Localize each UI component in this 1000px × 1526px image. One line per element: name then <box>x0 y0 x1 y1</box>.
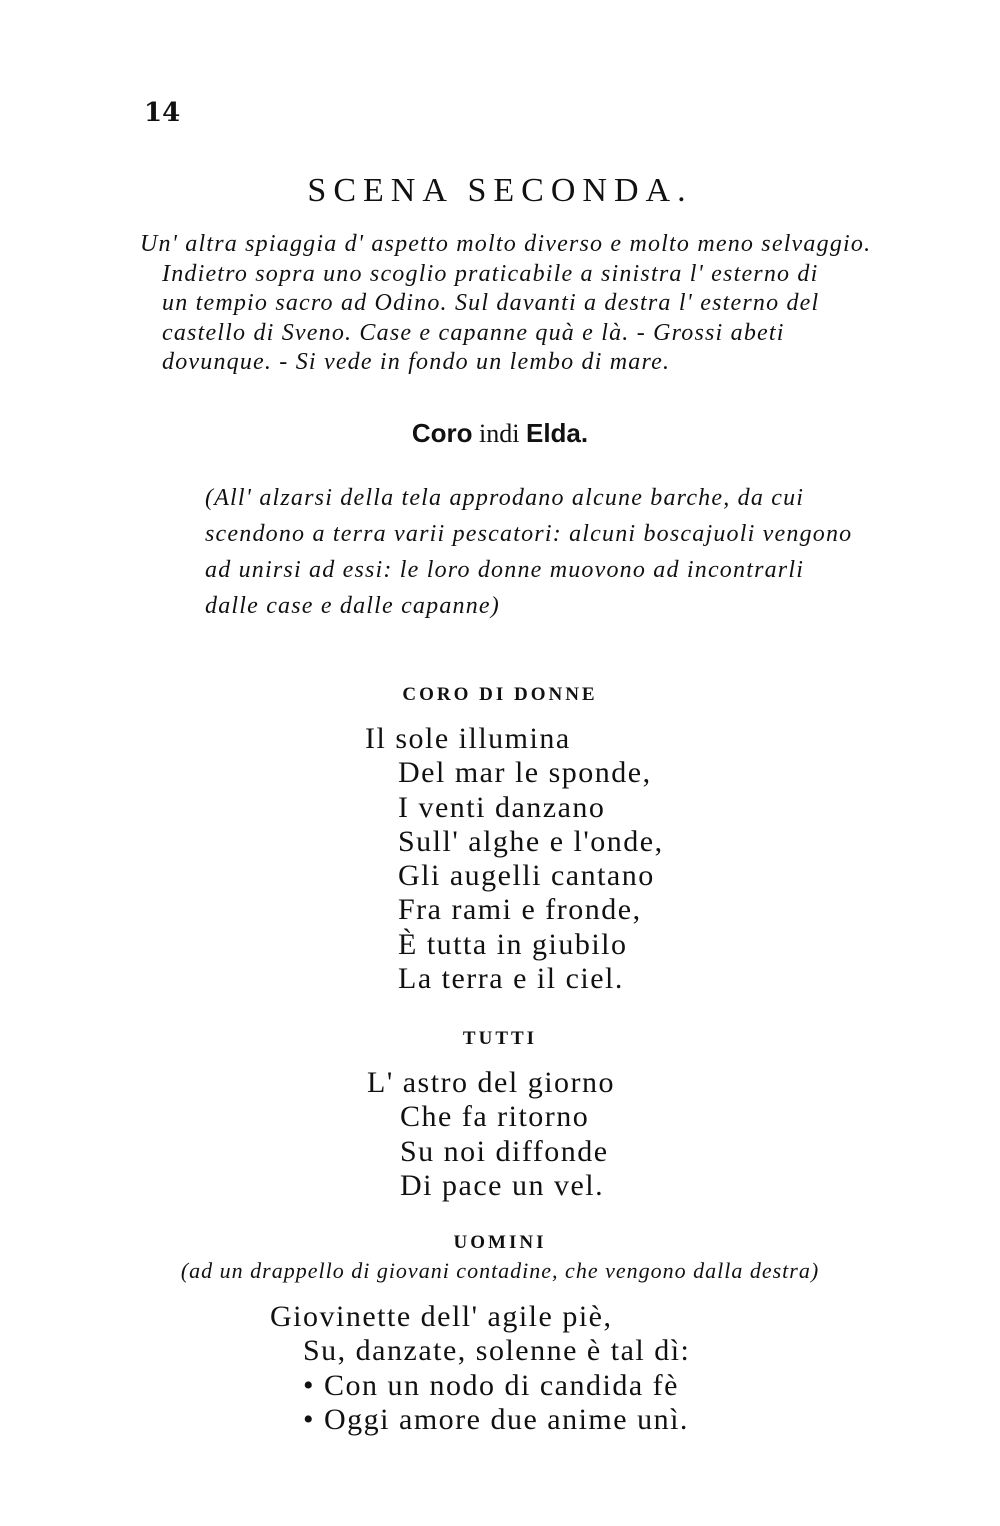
scene-title: SCENA SECONDA. <box>307 172 693 209</box>
page-number: 14 <box>144 98 181 128</box>
verse-line: Gli augelli cantano <box>398 859 655 893</box>
speaker-heading: UOMINI <box>453 1232 547 1253</box>
verse-stanza <box>270 1300 690 1437</box>
setting-line: Indietro sopra uno scoglio praticabile a sinistra l' esterno di <box>162 260 819 287</box>
setting-description <box>140 230 871 378</box>
speaker-heading: CORO DI DONNE <box>402 684 598 705</box>
verse-line: • Con un nodo di candida fè <box>303 1368 679 1402</box>
verse-line: Il sole illumina <box>365 722 571 755</box>
speaker-direction: (ad un drappello di giovani contadine, che vengono dalla destra) <box>180 1258 820 1283</box>
verse-line: I venti danzano <box>398 790 606 824</box>
verse-line: Di pace un vel. <box>400 1168 605 1202</box>
verse-line: • Oggi amore due anime unì. <box>303 1402 689 1436</box>
verse-line: Su, danzate, solenne è tal dì: <box>303 1334 691 1368</box>
stage-direction-line: dalle case e dalle capanne) <box>205 593 500 619</box>
verse-stanza <box>367 1066 615 1203</box>
stage-direction-line: scendono a terra varii pescatori: alcuni boscajuoli vengono <box>205 521 853 547</box>
stage-direction <box>205 480 852 624</box>
lead-label: Elda. <box>525 418 589 448</box>
verse-line: La terra e il ciel. <box>398 962 624 996</box>
connector-label: indi <box>479 419 520 448</box>
verse-line: Sull' alghe e l'onde, <box>398 824 664 858</box>
verse-line: Su noi diffonde <box>400 1134 609 1168</box>
verse-stanza <box>365 722 664 996</box>
verse-line: Fra rami e fronde, <box>398 893 642 927</box>
setting-line: dovunque. - Si vede in fondo un lembo di mare. <box>162 349 671 375</box>
speaker-heading: TUTTI <box>462 1028 538 1049</box>
verse-line: Che fa ritorno <box>400 1100 590 1134</box>
verse-line: Del mar le sponde, <box>398 756 652 790</box>
setting-line: un tempio sacro ad Odino. Sul davanti a destra l' esterno del <box>162 290 820 316</box>
verse-line: L' astro del giorno <box>367 1066 616 1099</box>
stage-direction-line: (All' alzarsi della tela approdano alcune barche, da cui <box>205 485 805 511</box>
verse-line: È tutta in giubilo <box>398 927 628 961</box>
verse-line: Giovinette dell' agile piè, <box>270 1300 613 1333</box>
setting-line: Un' altra spiaggia d' aspetto molto diverso e molto meno selvaggio. <box>140 231 872 257</box>
stage-direction-line: ad unirsi ad essi: le loro donne muovono ad incontrarli <box>205 557 805 583</box>
setting-line: castello di Sveno. Case e capanne quà e là. - Grossi abeti <box>162 319 785 346</box>
characters-heading <box>0 418 1000 449</box>
chorus-label: Coro <box>411 418 473 448</box>
